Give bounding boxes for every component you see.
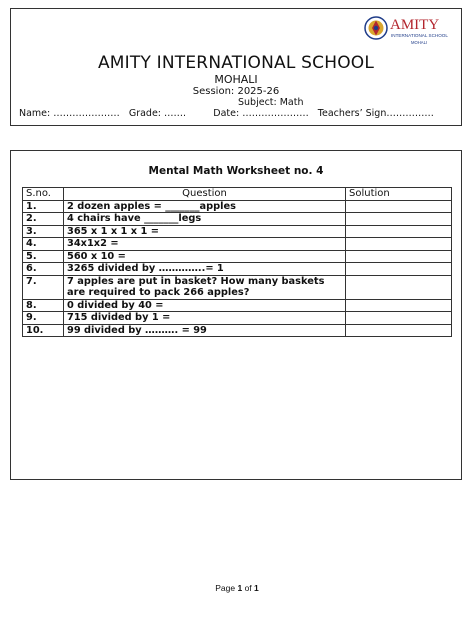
question-number: 3. bbox=[23, 225, 64, 238]
question-text: 3265 divided by …………..= 1 bbox=[64, 263, 346, 276]
question-text: 99 divided by ………. = 99 bbox=[64, 324, 346, 337]
table-header-row bbox=[23, 188, 452, 201]
question-text: 365 x 1 x 1 x 1 = bbox=[64, 225, 346, 238]
solution-cell[interactable] bbox=[346, 250, 452, 263]
header-box bbox=[10, 8, 462, 126]
page-number: 1 bbox=[237, 583, 243, 593]
solution-cell[interactable] bbox=[346, 324, 452, 337]
column-header-solution: Solution bbox=[346, 188, 452, 201]
solution-cell[interactable] bbox=[346, 238, 452, 251]
table-row bbox=[23, 238, 452, 251]
table-row bbox=[23, 263, 452, 276]
page-footer bbox=[0, 583, 474, 593]
logo-wordmark: AMITY bbox=[390, 17, 440, 33]
logo-subtitle: INTERNATIONAL SCHOOL bbox=[391, 33, 448, 38]
grade-field[interactable]: Grade: ……. bbox=[128, 108, 187, 119]
question-text: 715 divided by 1 = bbox=[64, 312, 346, 325]
school-name: AMITY INTERNATIONAL SCHOOL bbox=[97, 53, 375, 73]
question-text: 7 apples are put in basket? How many baskets are required to pack 266 apples? bbox=[64, 275, 346, 299]
worksheet-title: Mental Math Worksheet no. 4 bbox=[148, 165, 324, 177]
worksheet-box bbox=[10, 150, 462, 480]
question-number: 10. bbox=[23, 324, 64, 337]
table-row bbox=[23, 213, 452, 226]
of-word: of bbox=[244, 583, 252, 593]
logo-city: MOHALI bbox=[411, 40, 428, 45]
amity-logo-icon bbox=[363, 13, 453, 47]
question-text: 560 x 10 = bbox=[64, 250, 346, 263]
column-header-sno: S.no. bbox=[23, 188, 64, 201]
question-number: 9. bbox=[23, 312, 64, 325]
question-number: 2. bbox=[23, 213, 64, 226]
table-row bbox=[23, 312, 452, 325]
teacher-sign-field[interactable]: Teachers’ Sign…………… bbox=[317, 108, 434, 119]
question-number: 1. bbox=[23, 200, 64, 213]
question-number: 8. bbox=[23, 299, 64, 312]
solution-cell[interactable] bbox=[346, 299, 452, 312]
table-row bbox=[23, 200, 452, 213]
question-number: 5. bbox=[23, 250, 64, 263]
question-table-body bbox=[23, 200, 452, 337]
school-city: MOHALI bbox=[214, 73, 258, 86]
table-row bbox=[23, 324, 452, 337]
table-row bbox=[23, 250, 452, 263]
question-text: 0 divided by 40 = bbox=[64, 299, 346, 312]
date-field[interactable]: Date: ………………… bbox=[213, 108, 309, 119]
name-field[interactable]: Name: ………………… bbox=[19, 108, 120, 119]
table-row bbox=[23, 225, 452, 238]
solution-cell[interactable] bbox=[346, 312, 452, 325]
question-text: 2 dozen apples = _______apples bbox=[64, 200, 346, 213]
question-text: 4 chairs have _______legs bbox=[64, 213, 346, 226]
question-table bbox=[22, 187, 452, 337]
session-label: Session: 2025-26 bbox=[192, 86, 280, 97]
page-word: Page bbox=[215, 583, 236, 593]
table-row bbox=[23, 275, 452, 299]
question-number: 4. bbox=[23, 238, 64, 251]
solution-cell[interactable] bbox=[346, 263, 452, 276]
solution-cell[interactable] bbox=[346, 200, 452, 213]
question-number: 7. bbox=[23, 275, 64, 299]
column-header-question: Question bbox=[64, 188, 346, 201]
solution-cell[interactable] bbox=[346, 225, 452, 238]
page-total: 1 bbox=[254, 583, 259, 593]
table-row bbox=[23, 299, 452, 312]
question-text: 34x1x2 = bbox=[64, 238, 346, 251]
school-logo bbox=[363, 13, 453, 47]
question-number: 6. bbox=[23, 263, 64, 276]
student-info-line bbox=[19, 108, 434, 119]
solution-cell[interactable] bbox=[346, 213, 452, 226]
solution-cell[interactable] bbox=[346, 275, 452, 299]
subject-label: Subject: Math bbox=[238, 97, 304, 108]
